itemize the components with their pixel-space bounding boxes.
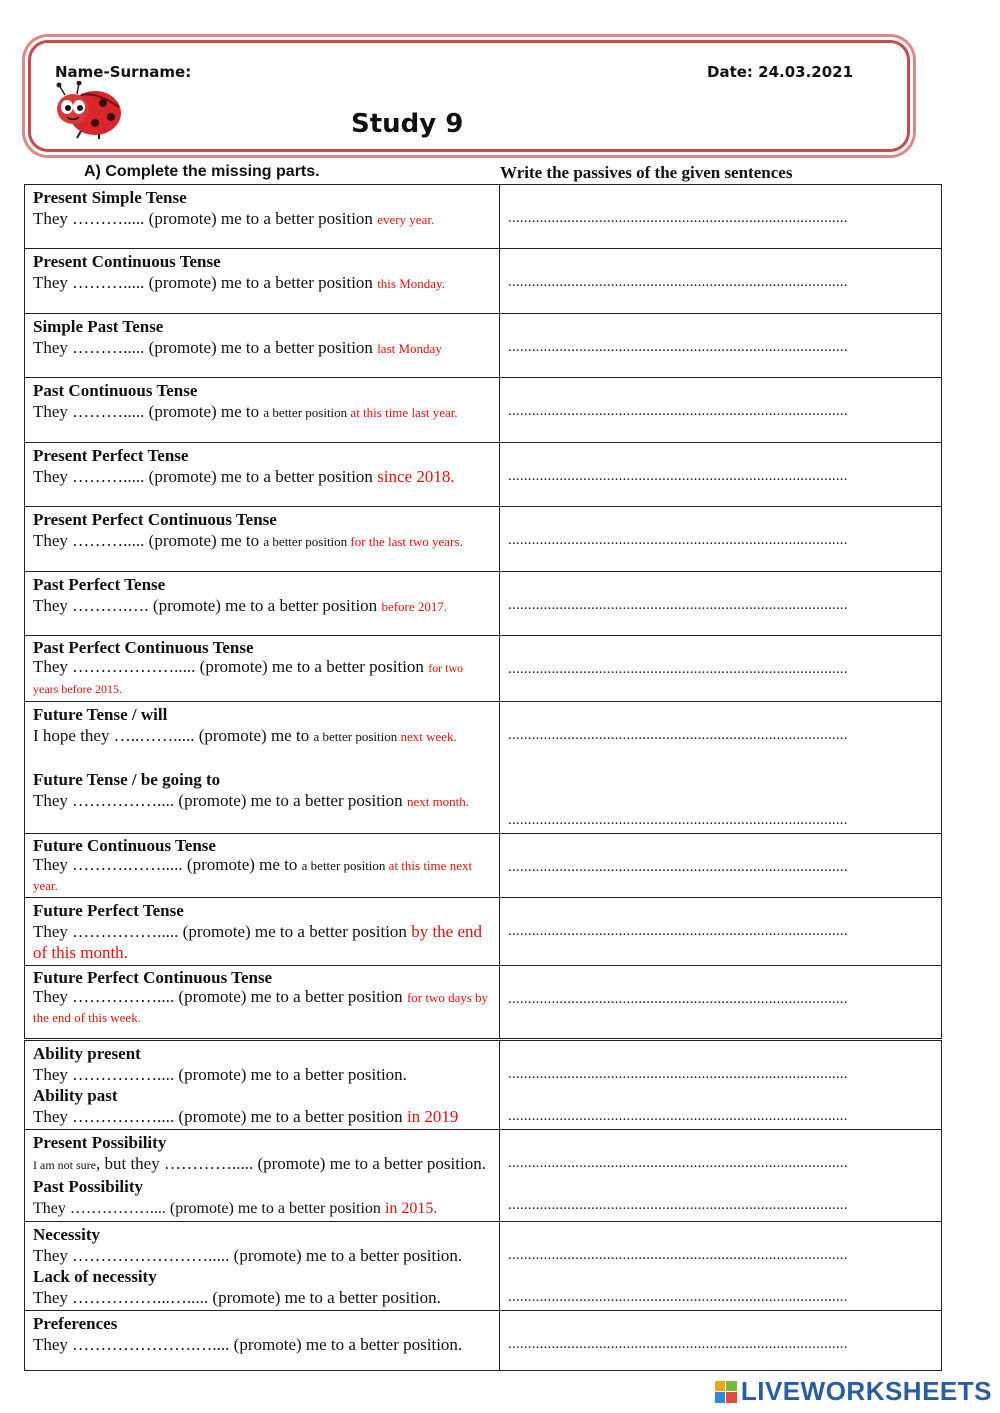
time-expression: next week. [400, 729, 457, 744]
table-row [25, 1041, 942, 1130]
tense-title: Future Perfect Tense [33, 901, 184, 920]
table-row [25, 249, 942, 314]
table-row [25, 443, 942, 507]
time-expression: for the last two years. [350, 534, 463, 549]
tense-title: Present Continuous Tense [33, 252, 221, 271]
sentence: They …………….... (promote) me to a better position. [33, 1065, 407, 1084]
table-row [25, 1311, 942, 1371]
answer-line[interactable]: ...................................................................................... [508, 991, 848, 1007]
table-row [25, 636, 942, 702]
tense-title: Past Perfect Tense [33, 575, 166, 594]
sentence: They …………….... (promote) me to a better position [33, 1107, 407, 1126]
tense-title: Present Perfect Continuous Tense [33, 510, 277, 529]
tenses-table [24, 184, 942, 1039]
sentence-small: a better position [263, 405, 351, 420]
sentence: They ………..... (promote) me to a better position [33, 273, 378, 292]
time-expression: for two days by the end of this week. [33, 990, 489, 1025]
sentence-small: a better position [301, 858, 389, 873]
modal-title: Lack of necessity [33, 1267, 157, 1286]
modal-title: Past Possibility [33, 1177, 144, 1196]
time-expression: by the end of this month. [33, 922, 483, 962]
answer-line[interactable]: ...................................................................................... [508, 727, 848, 743]
tense-title: Present Simple Tense [33, 188, 187, 207]
instruction-left: A) Complete the missing parts. [84, 163, 320, 180]
answer-line[interactable]: ...................................................................................... [508, 210, 848, 226]
table-row [25, 966, 942, 1039]
time-expression: for two years before 2015. [33, 661, 464, 696]
sentence: They ………..... (promote) me to a better position [33, 467, 378, 486]
liveworksheets-logo-icon [715, 1381, 737, 1403]
table-row [25, 572, 942, 636]
time-expression: at this time last year. [350, 405, 458, 420]
tense-title: Past Perfect Continuous Tense [33, 638, 254, 657]
answer-line[interactable]: ...................................................................................... [508, 597, 848, 613]
table-row [25, 1222, 942, 1311]
modal-title: Ability present [33, 1044, 141, 1063]
page-title: Study 9 [351, 109, 464, 139]
answer-line[interactable]: ...................................................................................... [508, 1197, 848, 1213]
table-row [25, 185, 942, 249]
time-expression: in 2015. [384, 1200, 438, 1217]
time-expression: before 2017. [381, 599, 448, 614]
sentence: They ………………….….... (promote) me to a better position. [33, 1335, 463, 1354]
table-row [25, 702, 942, 834]
answer-line[interactable]: ...................................................................................... [508, 661, 848, 677]
time-expression: since 2018. [377, 467, 455, 486]
tense-title: Simple Past Tense [33, 317, 164, 336]
sentence: They …………….... (promote) me to a better position [33, 987, 407, 1006]
time-expression: in 2019 [406, 1107, 459, 1126]
ladybug-icon [51, 81, 125, 139]
sentence: They ………..... (promote) me to a better position [33, 209, 378, 228]
table-row [25, 1130, 942, 1222]
answer-line[interactable]: ...................................................................................... [508, 274, 848, 290]
table-row [25, 507, 942, 572]
answer-line[interactable]: ...................................................................................... [508, 1066, 848, 1082]
time-expression: every year. [377, 212, 435, 227]
sentence-small: I am not sure [33, 1158, 96, 1172]
table-row [25, 378, 942, 443]
answer-line[interactable]: ...................................................................................... [508, 468, 848, 484]
instruction-right: Write the passives of the given sentences [500, 163, 793, 182]
sentence-small: a better position [313, 729, 401, 744]
name-surname-label: Name-Surname: [55, 63, 192, 81]
sentence: They ………..... (promote) me to a better position [33, 338, 378, 357]
answer-line[interactable]: ...................................................................................... [508, 1247, 848, 1263]
table-row [25, 314, 942, 378]
sentence: They ……….…. (promote) me to a better position [33, 596, 382, 615]
answer-line[interactable]: ...................................................................................... [508, 923, 848, 939]
sentence: They ………..... (promote) me to [33, 402, 264, 421]
tense-title: Past Continuous Tense [33, 381, 198, 400]
time-expression: next month. [406, 794, 470, 809]
answer-line[interactable]: ...................................................................................... [508, 812, 848, 828]
footer-logo [715, 1376, 992, 1407]
answer-line[interactable]: ...................................................................................... [508, 339, 848, 355]
table-row [25, 898, 942, 966]
sentence: They ……….……..... (promote) me to [33, 855, 302, 874]
sentence: They ………..... (promote) me to [33, 531, 264, 550]
sentence: They ………………..... (promote) me to a better position [33, 657, 429, 676]
time-expression: last Monday [377, 341, 442, 356]
tense-title: Future Tense / will [33, 705, 168, 724]
table-row [25, 834, 942, 898]
time-expression: this Monday. [377, 276, 445, 291]
modal-title: Preferences [33, 1314, 118, 1333]
modal-title: Necessity [33, 1225, 101, 1244]
tense-title: Future Perfect Continuous Tense [33, 968, 273, 987]
answer-line[interactable]: ...................................................................................... [508, 532, 848, 548]
tense-title: Present Perfect Tense [33, 446, 189, 465]
answer-line[interactable]: ...................................................................................... [508, 1108, 848, 1124]
answer-line[interactable]: ...................................................................................... [508, 1289, 848, 1305]
sentence-small: a better position [263, 534, 351, 549]
answer-line[interactable]: ...................................................................................... [508, 403, 848, 419]
sentence: They ……………...…..... (promote) me to a better position. [33, 1288, 441, 1307]
sentence: They …………….... (promote) me to a better position [33, 1200, 385, 1217]
modal-title: Present Possibility [33, 1133, 167, 1152]
sentence: I hope they …..……..... (promote) me to [33, 726, 314, 745]
tense-title: Future Tense / be going to [33, 770, 221, 789]
modal-title: Ability past [33, 1086, 118, 1105]
tense-title: Future Continuous Tense [33, 836, 216, 855]
sentence: , but they …………..... (promote) me to a better position. [95, 1154, 486, 1173]
answer-line[interactable]: ...................................................................................... [508, 1155, 848, 1171]
brand-name: LIVEWORKSHEETS [740, 1376, 992, 1406]
header-box [28, 40, 910, 152]
modals-table [24, 1040, 942, 1371]
answer-line[interactable]: ...................................................................................... [508, 1336, 848, 1352]
time-expression: at this time next year. [33, 858, 473, 893]
date-label: Date: 24.03.2021 [707, 63, 854, 81]
sentence: They ……………..... (promote) me to a better position [33, 922, 412, 941]
sentence: They ……………………..... (promote) me to a better position. [33, 1246, 463, 1265]
sentence: They …………….... (promote) me to a better position [33, 791, 407, 810]
answer-line[interactable]: ...................................................................................... [508, 859, 848, 875]
